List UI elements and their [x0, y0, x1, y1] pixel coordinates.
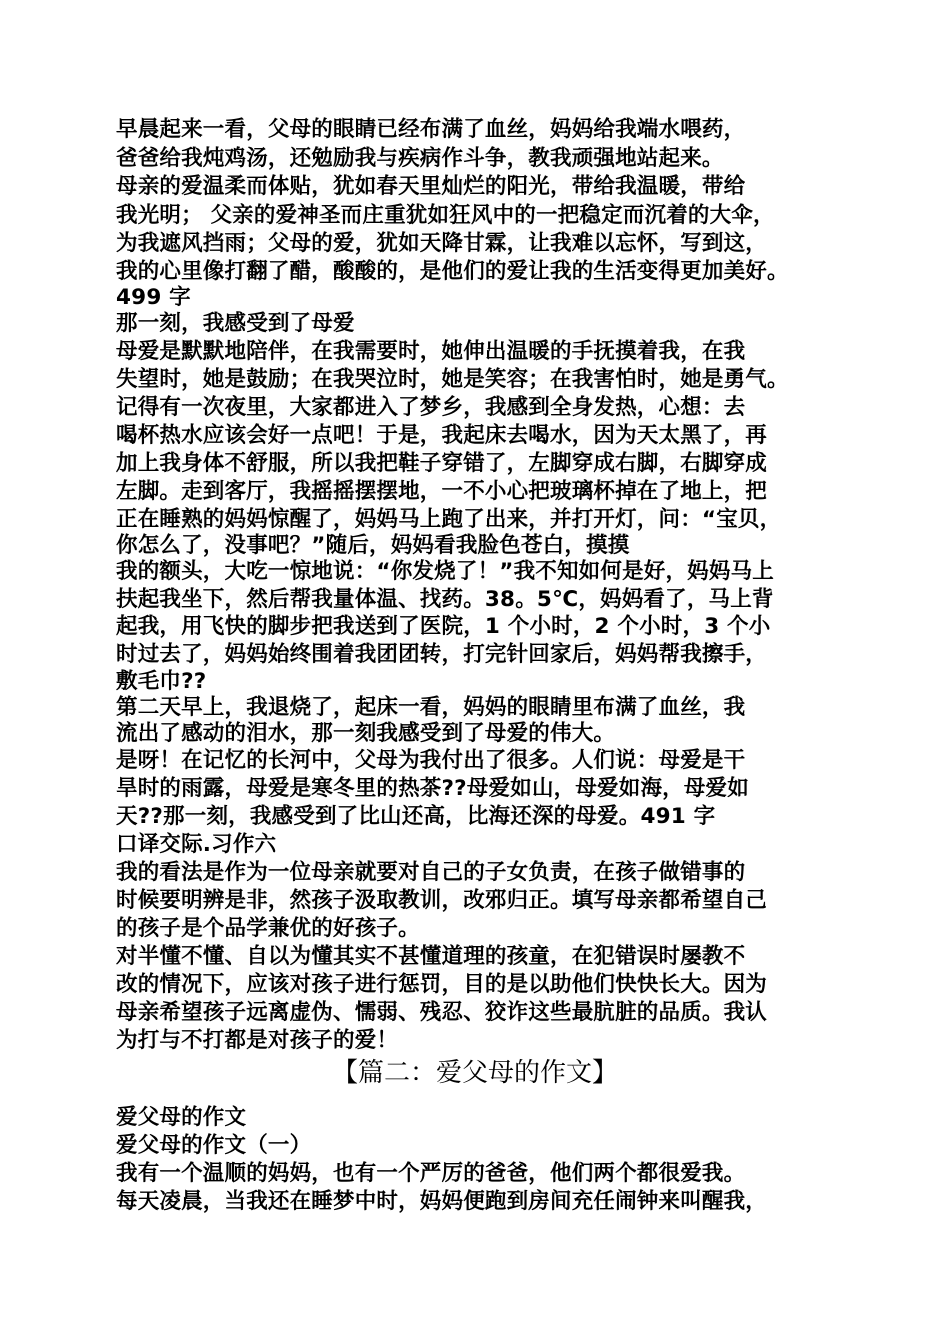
article-subtitle: 爱父母的作文（一）: [116, 1133, 312, 1158]
text-line: 时过去了，妈妈始终围着我团团转，打完针回家后，妈妈帮我擦手，: [116, 642, 768, 667]
text-line: 加上我身体不舒服，所以我把鞋子穿错了，左脚穿成右脚，右脚穿成: [116, 451, 768, 476]
section-heading: 【篇二：爱父母的作文】: [331, 1058, 618, 1088]
text-line: 的孩子是个品学兼优的好孩子。: [116, 916, 420, 941]
text-line: 喝杯热水应该会好一点吧！于是，我起床去喝水，因为天太黑了，再: [116, 423, 768, 448]
text-line: 时候要明辨是非，然孩子汲取教训，改邪归正。填写母亲都希望自己: [116, 888, 768, 913]
text-line: 扶起我坐下，然后帮我量体温、找药。38。5℃，妈妈看了，马上背: [116, 587, 774, 612]
text-line: 第二天早上，我退烧了，起床一看，妈妈的眼睛里布满了血丝，我: [116, 695, 746, 720]
text-line: 我的心里像打翻了醋，酸酸的，是他们的爱让我的生活变得更加美好。: [116, 259, 789, 284]
text-line: 旱时的雨露，母爱是寒冬里的热茶??母爱如山，母爱如海，母爱如: [116, 776, 749, 801]
text-line: 是呀！在记忆的长河中，父母为我付出了很多。人们说：母爱是干: [116, 748, 746, 773]
section-title: 口译交际.习作六: [116, 832, 277, 857]
text-line: 我光明； 父亲的爱神圣而庄重犹如狂风中的一把稳定而沉着的大伞，: [116, 203, 775, 228]
text-line: 我的看法是作为一位母亲就要对自己的子女负责，在孩子做错事的: [116, 860, 746, 885]
text-line: 对半懂不懂、自以为懂其实不甚懂道理的孩童，在犯错误时屡教不: [116, 944, 746, 969]
text-line: 改的情况下，应该对孩子进行惩罚，目的是以助他们快快长大。因为: [116, 972, 768, 997]
text-line: 记得有一次夜里，大家都进入了梦乡，我感到全身发热，心想：去: [116, 395, 746, 420]
text-line: 左脚。走到客厅，我摇摇摆摆地，一不小心把玻璃杯掉在了地上，把: [116, 479, 768, 504]
text-line: 起我，用飞快的脚步把我送到了医院，1 个小时，2 个小时，3 个小: [116, 614, 771, 639]
text-line: 敷毛巾??: [116, 669, 207, 694]
text-line: 爸爸给我炖鸡汤，还勉励我与疾病作斗争，教我顽强地站起来。: [116, 146, 724, 171]
text-line: 正在睡熟的妈妈惊醒了，妈妈马上跑了出来，并打开灯，问：“宝贝，: [116, 507, 782, 532]
text-line: 我的额头，大吃一惊地说：“你发烧了！”我不知如何是好，妈妈马上: [116, 559, 774, 584]
text-line: 天??那一刻，我感受到了比山还高，比海还深的母爱。491 字: [116, 804, 716, 829]
text-line: 失望时，她是鼓励；在我哭泣时，她是笑容；在我害怕时，她是勇气。: [116, 367, 789, 392]
article-title: 爱父母的作文: [116, 1105, 247, 1130]
text-line: 流出了感动的泪水，那一刻我感受到了母爱的伟大。: [116, 721, 616, 746]
text-line: 每天凌晨，当我还在睡梦中时，妈妈便跑到房间充任闹钟来叫醒我，: [116, 1189, 768, 1214]
text-line: 为打与不打都是对孩子的爱！: [116, 1028, 399, 1053]
text-line: 你怎么了，没事吧？”随后，妈妈看我脸色苍白，摸摸: [116, 533, 630, 558]
text-line: 母亲希望孩子远离虚伪、懦弱、残忍、狡诈这些最肮脏的品质。我认: [116, 1000, 768, 1025]
text-line: 母亲的爱温柔而体贴，犹如春天里灿烂的阳光，带给我温暖，带给: [116, 174, 746, 199]
text-line: 我有一个温顺的妈妈，也有一个严厉的爸爸，他们两个都很爱我。: [116, 1161, 746, 1186]
word-count: 499 字: [116, 285, 191, 310]
text-line: 为我遮风挡雨；父母的爱，犹如天降甘霖，让我难以忘怀，写到这，: [116, 231, 768, 256]
article-title: 那一刻，我感受到了母爱: [116, 311, 355, 336]
text-line: 母爱是默默地陪伴，在我需要时，她伸出温暖的手抚摸着我，在我: [116, 339, 746, 364]
text-line: 早晨起来一看，父母的眼睛已经布满了血丝，妈妈给我端水喂药，: [116, 117, 746, 142]
